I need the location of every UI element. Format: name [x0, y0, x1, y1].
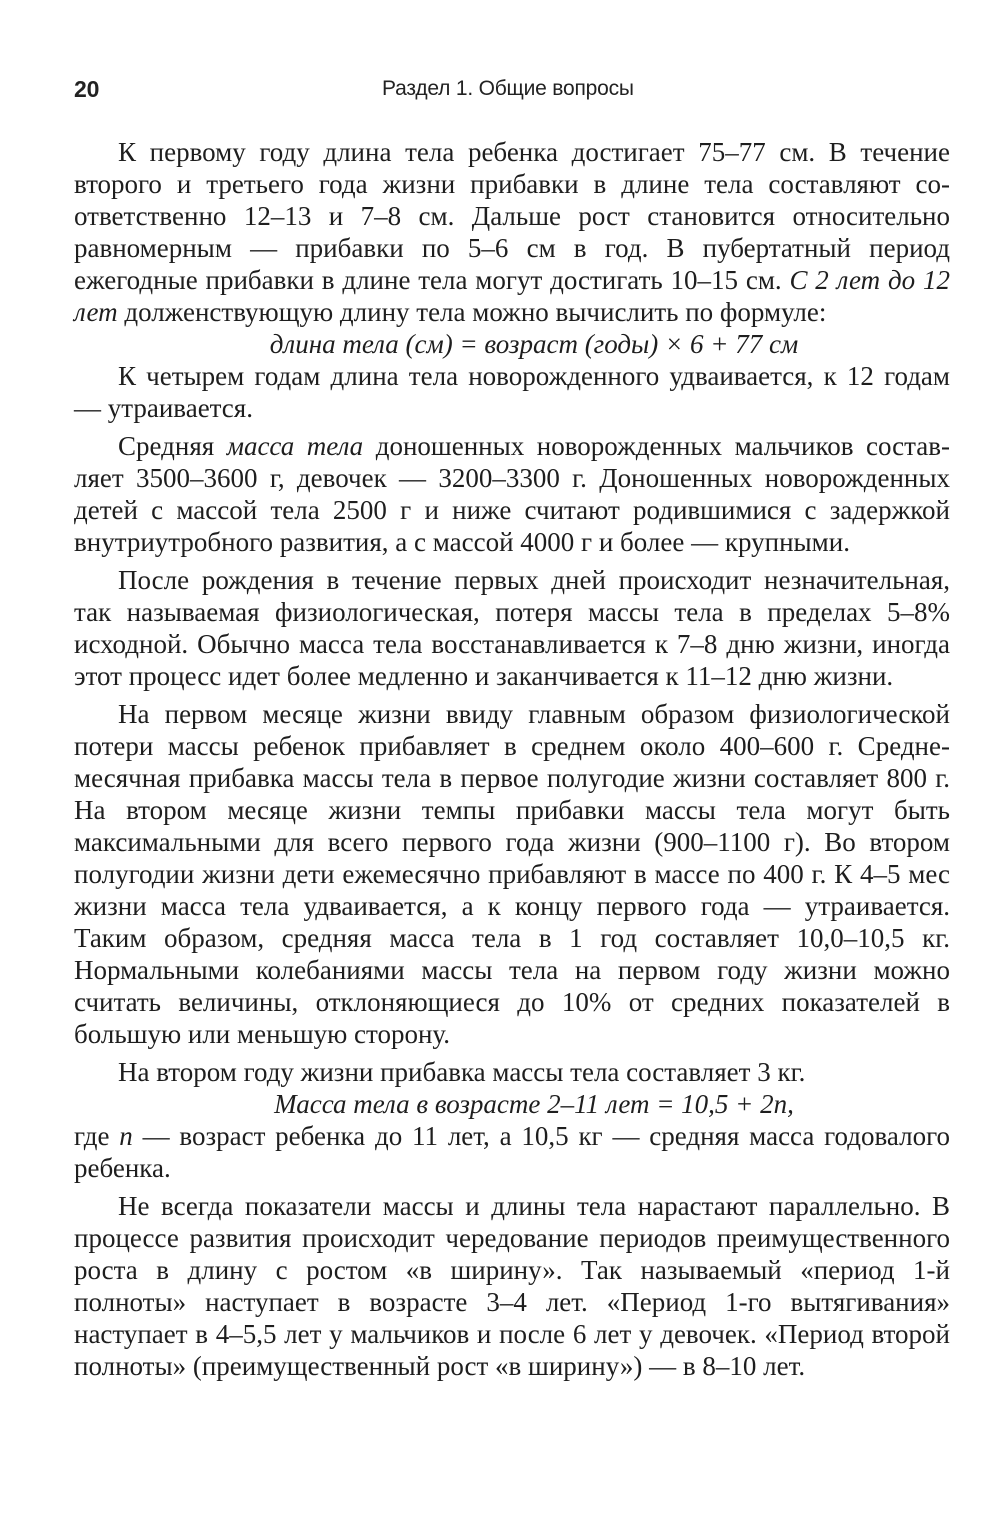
- running-header: [74, 72, 950, 106]
- paragraph-physiological-loss: После рождения в течение первых дней происходит незначительная, так называемая физиологическая, потеря массы тела в пределах 5–8% исходной. Обычно масса тела восстанавливается к 7–8 дню жизни, иногда этот процесс идет более медленно и заканчивается к 11–12 дню жизни.: [74, 565, 950, 691]
- paragraph-growth-periods: Не всегда показатели массы и длины тела нарастают параллельно. В процессе развития происходит чередование периодов преимущественного роста в длину с ростом «в ширину». Так называемый «период 1-й полноты» наступает в возрасте 3–4 лет. «Период 1-го вытягивания» наступает в 4–5,5 лет у мальчиков и после 6 лет у девочек. «Период второй полноты» (преимущественный рост «в ширину») — в 8–10 лет.: [74, 1191, 950, 1381]
- formula-body-mass: Масса тела в возрасте 2–11 лет = 10,5 + 2n,: [274, 1089, 794, 1119]
- paragraph-first-year-gain: На первом месяце жизни ввиду главным образом физиологической потери массы ребенок прибавляет в среднем около 400–600 г. Среднемесячная прибавка массы тела в первое полугодие жизни составляет 800 г. На втором месяце жизни темпы прибавки массы тела могут быть максимальными для всего первого года жизни (900–1100 г). Во втором полугодии жизни дети ежемесячно прибавляют в массе по 400 г. К 4–5 мес жизни масса тела удваивается, а к концу первого года — утраивается. Таким образом, средняя масса тела в 1 год составляет 10,0–10,5 кг. Нормальными колебаниями массы тела на первом году жизни можно считать величины, отклоняющиеся до 10% от средних показателей в большую или меньшую сторону.: [74, 699, 950, 1049]
- paragraph-body-length: [74, 136, 950, 328]
- paragraph-body-mass: [74, 430, 950, 558]
- formula-body-length: длина тела (см) = возраст (годы) × 6 + 77 см: [269, 329, 799, 359]
- paragraph-length-doubling: К четырем годам длина тела новорожденного удваивается, к 12 годам — утраивается.: [74, 361, 950, 423]
- italic-phrase: масса тела: [226, 431, 364, 461]
- paragraph-formula-note: [74, 1120, 950, 1184]
- paragraph-text: К первому году длина тела ребенка достигает 75–77 см. В течение второго и третьего года жизни прибавки в длине тела составляют соответственно 12–13 и 7–8 см. Дальше рост становится относительно равномерным — прибавки по 5–6 см в год. В пубертатный период ежегодные прибавки в длине тела могут достигать 10–15 см.: [74, 137, 950, 295]
- paragraph-text: — возраст ребенка до 11 лет, а 10,5 кг — средняя масса годовалого ребенка.: [74, 1121, 951, 1183]
- italic-phrase: С 2 лет до 12 лет: [74, 265, 950, 327]
- paragraph-text: Средняя: [118, 431, 227, 461]
- paragraph-text: где: [74, 1121, 120, 1151]
- book-page: [74, 72, 950, 1492]
- page-number: 20: [74, 76, 100, 102]
- italic-variable: n: [119, 1121, 133, 1151]
- paragraph-text: долженствующую длину тела можно вычислить по формуле:: [117, 297, 827, 327]
- paragraph-second-year-gain: На втором году жизни прибавка массы тела составляет 3 кг.: [118, 1057, 806, 1087]
- section-title: Раздел 1. Общие вопросы: [382, 77, 634, 100]
- paragraph-text: доношенных новорожденных мальчиков составляет 3500–3600 г, девочек — 3200–3300 г. Доношенных новорожденных детей с массой тела 2500 г и ниже считают родившимися с задержкой внутриутробного развития, а с массой 4000 г и более — крупными.: [74, 431, 950, 557]
- body-text: [74, 136, 950, 1382]
